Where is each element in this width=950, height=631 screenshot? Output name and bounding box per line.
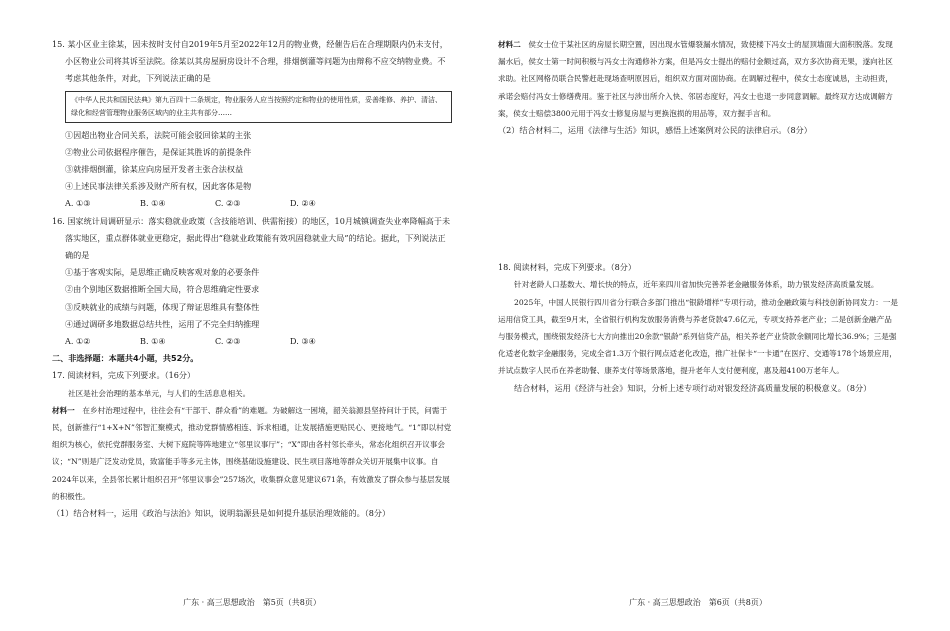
section-heading: 二、非选择题：本题共4小题，共52分。 bbox=[52, 353, 199, 364]
page-5-footer: 广东 · 高三思想政治 第5页（共8页） bbox=[183, 597, 321, 607]
q18-para2: 2025年，中国人民银行四川省分行联合多部门推出“银龄增样”专项行动，推动金融政策与科技创新协同发力：一是运用信贷工具，截至9月末，全省银行机构发放服务消费与养老贷款47.6亿元，专项支持养老产业；二是创新金融产品与服务模式，围绕银发经济七大方向推出20余款“银龄”系列信贷产品，相关养老产业贷款余额同比增长36.9%；三是强化适老化数字金融服务，完成全省1.3万个银行网点适老化改造，推广社保卡“一卡通”在医疗、交通等178个场景应用，并试点数字人民币在养老助餐、康养支付等场景落地，提升老年人支付便利度，惠及超4100万老年人。 bbox=[498, 297, 898, 376]
material1-label: 材料一 bbox=[52, 405, 75, 415]
q17-sub2: （2）结合材料二，运用《法律与生活》知识，感悟上述案例对公民的法律启示。（8分） bbox=[498, 125, 812, 136]
q16-statement-3: ③反映就业的成绩与问题，体现了辩证思维具有整体性 bbox=[65, 301, 260, 312]
q18-para1: 针对老龄人口基数大、增长快的特点，近年来四川省加快完善养老金融服务体系，助力银发经济高质量发展。 bbox=[514, 280, 879, 290]
material1-text: 在乡村治理过程中，往往会有“干部干、群众看”的难题。为破解这一困境，韶关翁源县坚持问计于民，问需于民，创新推行“1+X+N”邻智汇聚模式，推动党群情感相连、诉求相通，让发展措施更贴民心、更接地气。“1”即以村党组织为核心，依托党群服务室、大树下庭院等阵地建立“邻里议事厅”；“X”即由各村邻长牵头，常态化组织召开议事会议；“N”则是广泛发动党员，致富能手等多元主体，围绕基础设施建设、民生项目落地等群众关切开展集中议事。自2024年以来，全县邻长累计组织召开“邻里议事会”257场次，收集群众意见建议671条，有效激发了群众参与基层发展的积极性。 bbox=[52, 405, 452, 501]
q17-sub1: （1）结合材料一，运用《政治与法治》知识，说明翁源县是如何提升基层治理效能的。（8分） bbox=[52, 508, 391, 519]
q15-choice-c: C. ②③ bbox=[215, 198, 241, 209]
q17-material1 bbox=[52, 402, 452, 505]
q17-stem: 17. 阅读材料，完成下列要求。（16分） bbox=[52, 370, 196, 381]
q16-statement-4: ④通过调研多地数据总结共性，运用了不完全归纳推理 bbox=[65, 318, 260, 329]
q16-choice-d: D. ③④ bbox=[290, 336, 316, 347]
q15-statement-3: ③就排烟倒灌，徐某应向房屋开发者主张合法权益 bbox=[65, 164, 244, 175]
q15-choices bbox=[52, 195, 452, 212]
q16-choice-c: C. ②③ bbox=[215, 336, 241, 347]
q16-stem: 16. 国家统计局调研显示：落实稳就业政策（含技能培训、供需衔接）的地区，10月城镇调查失业率降幅高于未落实地区，重点群体就业更稳定，据此得出“稳就业政策能有效巩固稳就业大局”的结论。据此，下列说法正确的是 bbox=[52, 215, 451, 261]
q15-stem: 15. 某小区业主徐某，因未按时支付自2019年5月至2022年12月的物业费，经催告后在合理期限内仍未支付，小区物业公司将其诉至法院。徐某以其房屋厨房设计不合理，排烟倒灌等问题为由辩称不应交纳物业费。不考虑其他条件，对此，下列说法正确的是 bbox=[52, 39, 448, 84]
q16-choice-b: B. ①④ bbox=[140, 336, 166, 347]
law-excerpt-box: 《中华人民共和国民法典》第九百四十二条规定，物业服务人应当按照约定和物业的使用性质，妥善维修、养护、清洁、绿化和经营管理物业服务区域内的业主共有部分…… bbox=[65, 91, 452, 123]
q15-statement-1: ①因超出物业合同关系，法院可能会驳回徐某的主张 bbox=[65, 129, 252, 140]
q15-choice-b: B. ①④ bbox=[140, 198, 166, 209]
q15-choice-d: D. ②④ bbox=[290, 198, 316, 209]
q17-intro: 社区是社会治理的基本单元，与人们的生活息息相关。 bbox=[68, 388, 251, 398]
q16-choices bbox=[52, 333, 452, 350]
material2-text: 侯女士位于某社区的房屋长期空置，因出现水管爆裂漏水情况，致使楼下冯女士的屋顶墙面大面积脱落。发现漏水后，侯女士第一时间积极与冯女士沟通修补方案，但是冯女士提出的赔付金额过高，双方多次协商无果，遂向社区求助。社区网格员联合民警赶赴现场查明原因后，组织双方面对面协商。在调解过程中，侯女士态度诚恳，主动担责，承诺会赔付冯女士修缮费用。鉴于社区与涉出所介入快、邻居态度好，冯女士也退一步同意调解。最终双方达成调解方案，侯女士赔偿3800元用于冯女士修复房屋与更换泡损的用品等，双方握手言和。 bbox=[498, 40, 893, 118]
page-6-footer: 广东 · 高三思想政治 第6页（共8页） bbox=[629, 597, 767, 607]
page-5 bbox=[52, 0, 452, 631]
q18-para3: 结合材料，运用《经济与社会》知识，分析上述专项行动对银发经济高质量发展的积极意义。（8分） bbox=[514, 382, 872, 393]
q16-statement-2: ②由个别地区数据推断全国大局，符合思维确定性要求 bbox=[65, 284, 260, 295]
q18-stem: 18. 阅读材料，完成下列要求。（8分） bbox=[498, 262, 636, 273]
q15-statement-2: ②物业公司依据程序催告，是保证其胜诉的前提条件 bbox=[65, 146, 252, 157]
q15-choice-a: A. ①③ bbox=[65, 198, 91, 209]
answer-space bbox=[498, 139, 898, 259]
q16-choice-a: A. ①② bbox=[65, 336, 91, 347]
material2-label: 材料二 bbox=[498, 40, 521, 49]
q16-statement-1: ①基于客观实际，是思维正确反映客观对象的必要条件 bbox=[65, 267, 260, 278]
q17-material2 bbox=[498, 36, 898, 122]
q15-statement-4: ④上述民事法律关系涉及财产所有权，因此客体是物 bbox=[65, 181, 252, 192]
page-6 bbox=[498, 0, 898, 631]
